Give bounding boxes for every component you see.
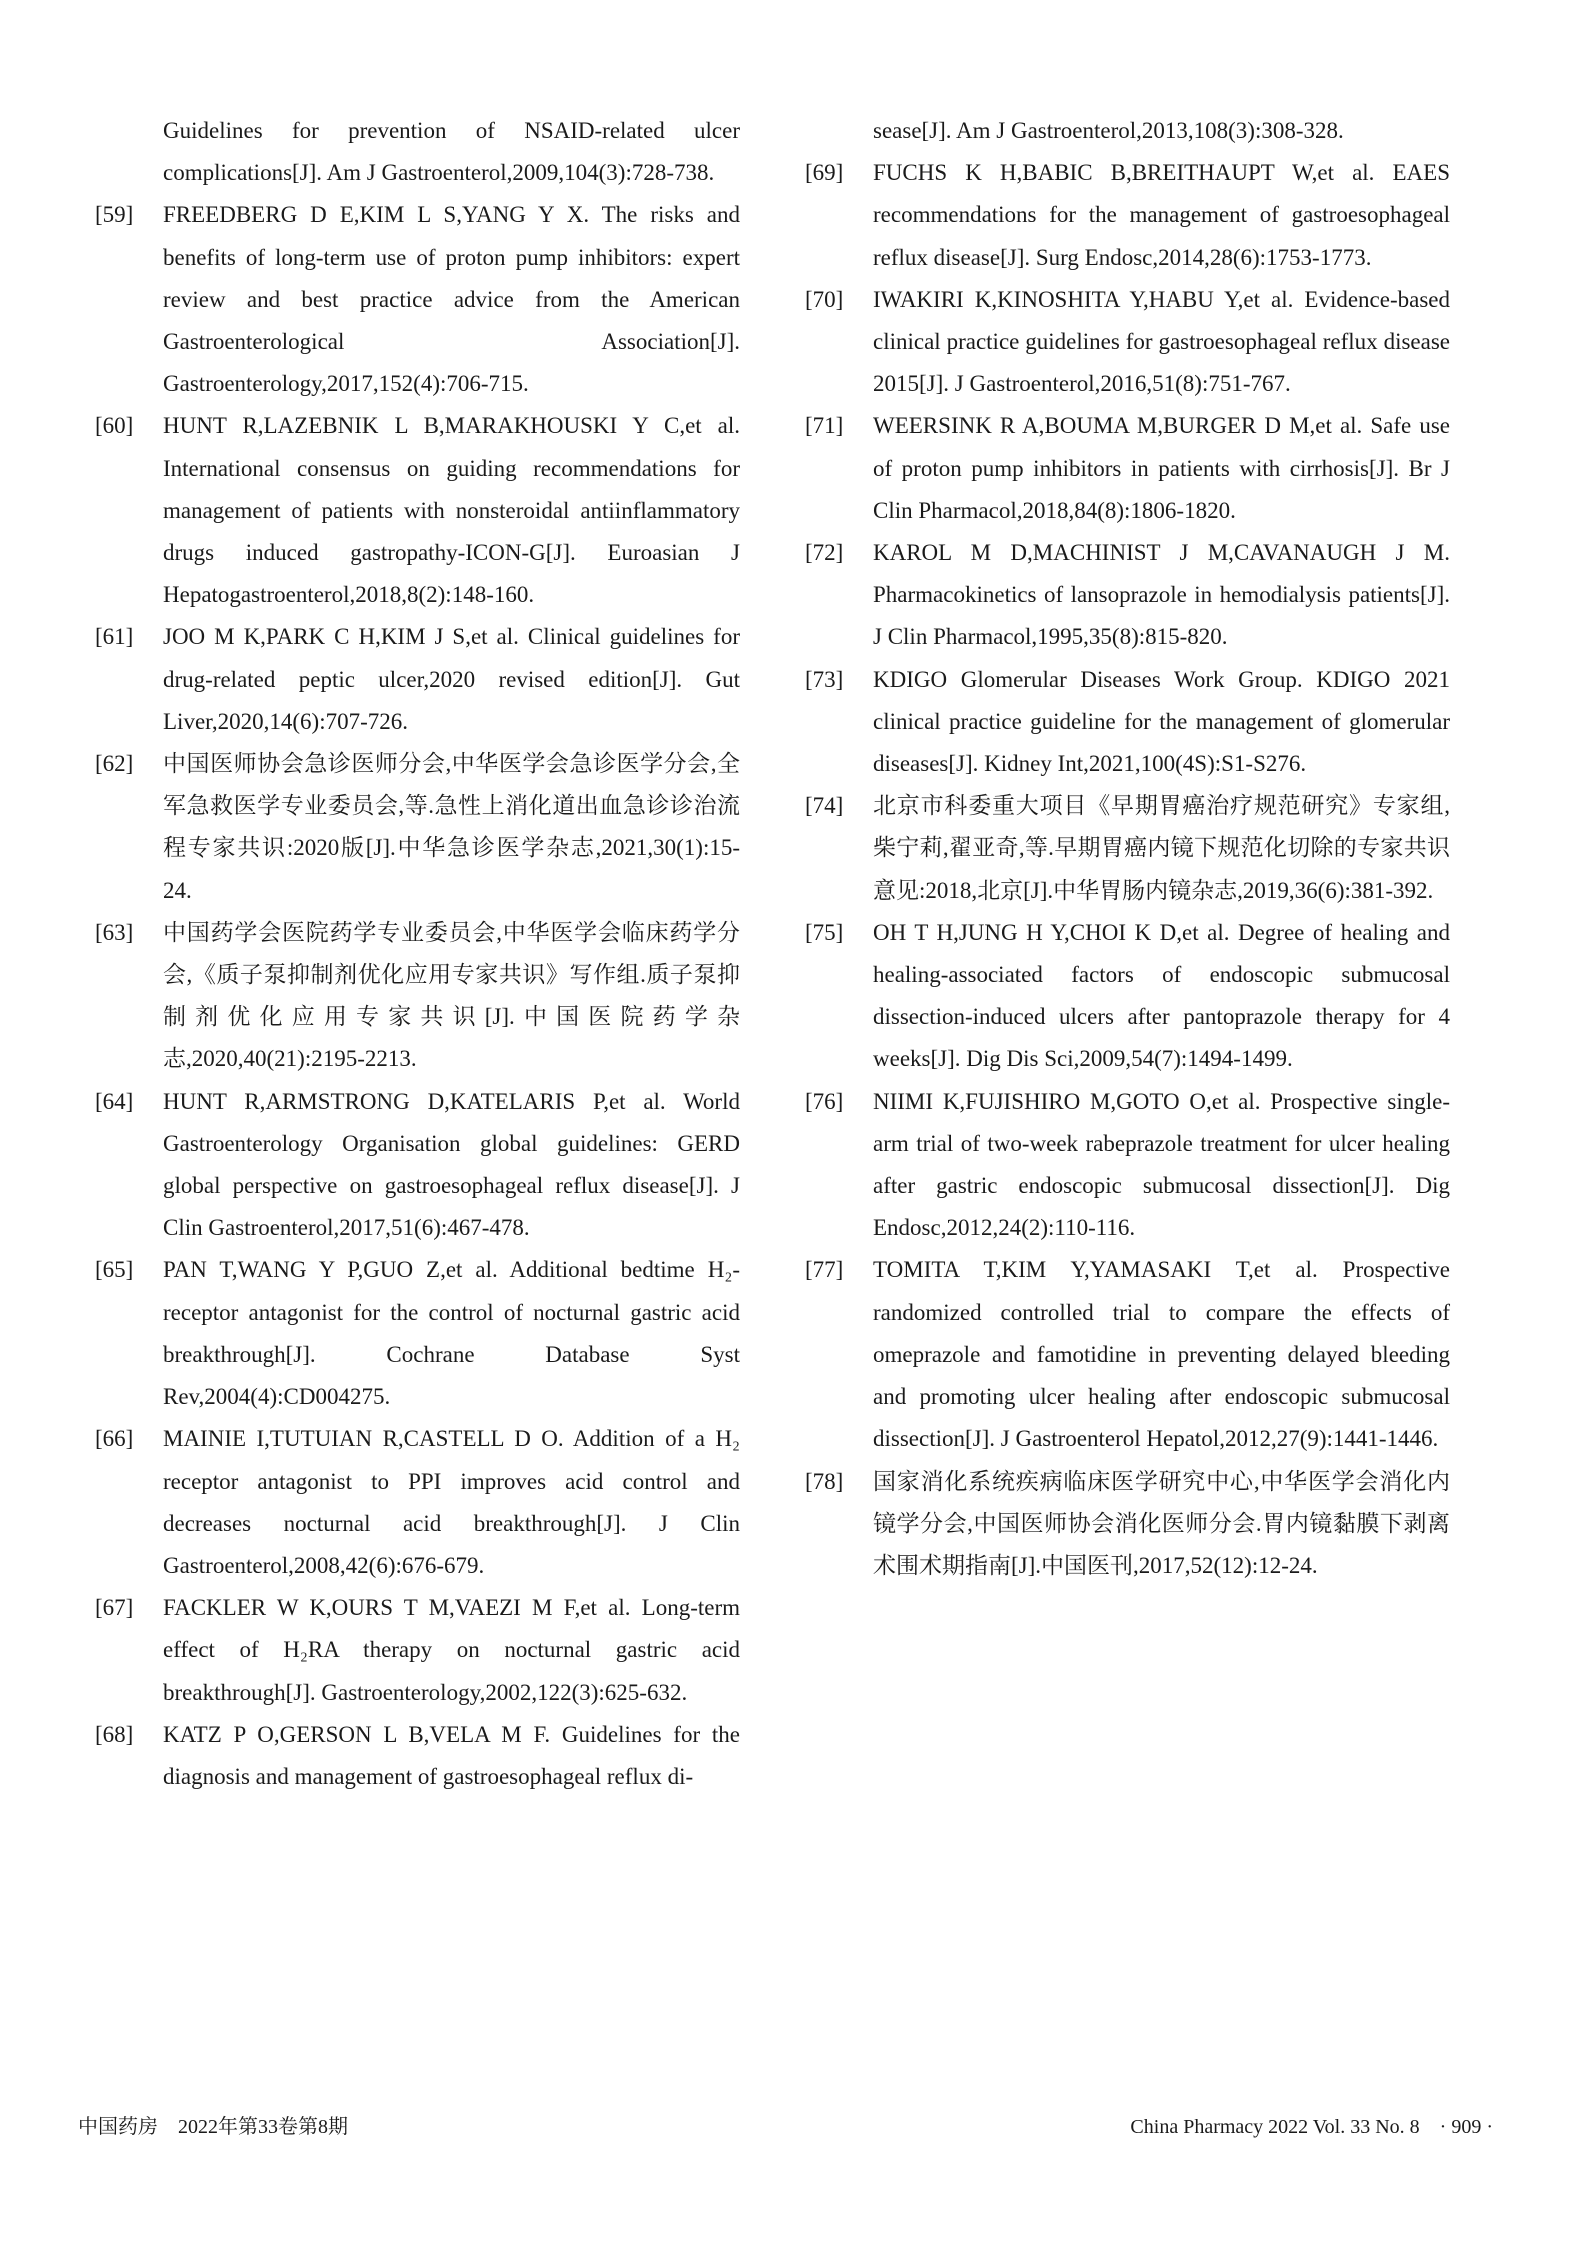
reference-number: [75] (805, 919, 844, 945)
reference-number: [59] (95, 202, 134, 228)
reference-text: FREEDBERG D E,KIM L S,YANG Y X. The risks and benefits of long-term use of proton pump inhibitors: expert review and best practice advice from the American Gastroenterological Association[J]. Gastroenterology,2017,152(4):706-715. (163, 202, 740, 397)
footer-issue-page: China Pharmacy 2022 Vol. 33 No. 8 · 909 · (1130, 2116, 1493, 2138)
reference-number: [73] (805, 666, 844, 692)
reference-text: 北京市科委重大项目《早期胃癌治疗规范研究》专家组,柴宁莉,翟亚奇,等.早期胃癌内镜下规范化切除的专家共识意见:2018,北京[J].中华胃肠内镜杂志,2019,36(6):381-392. (873, 793, 1450, 903)
reference-column-left (95, 110, 740, 1798)
reference-number: [72] (805, 540, 844, 566)
reference-number: [62] (95, 751, 134, 777)
reference-text: KATZ P O,GERSON L B,VELA M F. Guidelines for the diagnosis and management of gastroesophageal reflux di- (163, 1721, 740, 1789)
reference-text: JOO M K,PARK C H,KIM J S,et al. Clinical guidelines for drug-related peptic ulcer,2020 revised edition[J]. Gut Liver,2020,14(6):707-726. (163, 624, 740, 734)
reference-text: TOMITA T,KIM Y,YAMASAKI T,et al. Prospective randomized controlled trial to compare the effects of omeprazole and famotidine in preventing delayed bleeding and promoting ulcer healing after endoscopic submucosal dissection[J]. J Gastroenterol Hepatol,2012,27(9):1441-1446. (873, 1257, 1450, 1452)
reference-number: [67] (95, 1595, 134, 1621)
reference-entry (805, 1081, 1450, 1250)
reference-number: [65] (95, 1257, 134, 1283)
reference-entry (805, 405, 1450, 532)
reference-text: OH T H,JUNG H Y,CHOI K D,et al. Degree of healing and healing-associated factors of endoscopic submucosal dissection-induced ulcers after pantoprazole therapy for 4 weeks[J]. Dig Dis Sci,2009,54(7):1494-1499. (873, 919, 1450, 1072)
reference-text: NIIMI K,FUJISHIRO M,GOTO O,et al. Prospective single-arm trial of two-week rabeprazole treatment for ulcer healing after gastric endoscopic submucosal dissection[J]. Dig Endosc,2012,24(2):110-116. (873, 1088, 1450, 1241)
reference-text: PAN T,WANG Y P,GUO Z,et al. Additional bedtime H₂-receptor antagonist for the control of nocturnal gastric acid breakthrough[J]. Cochrane Database Syst Rev,2004(4):CD004275. (163, 1257, 740, 1410)
reference-text: 中国医师协会急诊医师分会,中华医学会急诊医学分会,全军急救医学专业委员会,等.急性上消化道出血急诊诊治流程专家共识:2020版[J].中华急诊医学杂志,2021,30(1):15-24. (163, 751, 740, 903)
reference-continuation (805, 110, 1450, 152)
reference-text: KDIGO Glomerular Diseases Work Group. KDIGO 2021 clinical practice guideline for the management of glomerular diseases[J]. Kidney Int,2021,100(4S):S1-S276. (873, 666, 1450, 777)
reference-number: [76] (805, 1088, 844, 1114)
reference-number: [66] (95, 1426, 134, 1452)
reference-entry (95, 1418, 740, 1587)
reference-entry (805, 1461, 1450, 1588)
reference-entry (805, 659, 1450, 786)
reference-continuation (95, 110, 740, 194)
reference-entry (805, 279, 1450, 406)
reference-entry (805, 1249, 1450, 1460)
reference-entry (95, 743, 740, 912)
reference-number: [60] (95, 413, 134, 439)
reference-text: 国家消化系统疾病临床医学研究中心,中华医学会消化内镜学分会,中国医师协会消化医师分会.胃内镜黏膜下剥离术围术期指南[J].中国医刊,2017,52(12):12-24. (873, 1468, 1450, 1578)
reference-entry (805, 912, 1450, 1081)
reference-number: [69] (805, 160, 844, 186)
reference-text: MAINIE I,TUTUIAN R,CASTELL D O. Addition of a H₂ receptor antagonist to PPI improves acid control and decreases nocturnal acid breakthrough[J]. J Clin Gastroenterol,2008,42(6):676-679. (163, 1426, 740, 1578)
reference-text: Guidelines for prevention of NSAID-related ulcer complications[J]. Am J Gastroenterol,2009,104(3):728-738. (163, 118, 740, 186)
reference-entry (95, 1081, 740, 1250)
reference-number: [61] (95, 624, 134, 650)
reference-number: [77] (805, 1257, 844, 1283)
reference-column-right (805, 110, 1450, 1587)
reference-number: [70] (805, 286, 844, 312)
reference-text: FUCHS K H,BABIC B,BREITHAUPT W,et al. EAES recommendations for the management of gastroesophageal reflux disease[J]. Surg Endosc,2014,28(6):1753-1773. (873, 160, 1450, 270)
reference-number: [68] (95, 1721, 134, 1747)
reference-number: [63] (95, 919, 134, 945)
reference-number: [64] (95, 1088, 134, 1114)
reference-text: 中国药学会医院药学专业委员会,中华医学会临床药学分会,《质子泵抑制剂优化应用专家共识》写作组.质子泵抑制剂优化应用专家共识[J].中国医院药学杂志,2020,40(21):2195-2213. (163, 919, 740, 1072)
reference-entry (805, 152, 1450, 279)
reference-entry (95, 1249, 740, 1418)
reference-text: sease[J]. Am J Gastroenterol,2013,108(3):308-328. (873, 118, 1344, 143)
reference-entry (95, 405, 740, 616)
reference-entry (95, 1714, 740, 1798)
reference-entry (805, 532, 1450, 659)
reference-entry (95, 1587, 740, 1714)
reference-number: [71] (805, 413, 844, 439)
reference-entry (95, 616, 740, 743)
reference-entry (805, 785, 1450, 912)
reference-text: IWAKIRI K,KINOSHITA Y,HABU Y,et al. Evidence-based clinical practice guidelines for gastroesophageal reflux disease 2015[J]. J Gastroenterol,2016,51(8):751-767. (873, 286, 1450, 397)
reference-text: HUNT R,LAZEBNIK L B,MARAKHOUSKI Y C,et al. International consensus on guiding recommendations for management of patients with nonsteroidal antiinflammatory drugs induced gastropathy-ICON-G[J]. Euroasian J Hepatogastroenterol,2018,8(2):148-160. (163, 413, 740, 608)
reference-text: FACKLER W K,OURS T M,VAEZI M F,et al. Long-term effect of H₂RA therapy on nocturnal gastric acid breakthrough[J]. Gastroenterology,2002,122(3):625-632. (163, 1595, 740, 1705)
reference-number: [74] (805, 793, 844, 819)
reference-number: [78] (805, 1468, 844, 1494)
reference-text: WEERSINK R A,BOUMA M,BURGER D M,et al. Safe use of proton pump inhibitors in patients with cirrhosis[J]. Br J Clin Pharmacol,2018,84(8):1806-1820. (873, 413, 1450, 523)
footer-journal: 中国药房 2022年第33卷第8期 (78, 2116, 348, 2138)
reference-text: KAROL M D,MACHINIST J M,CAVANAUGH J M. Pharmacokinetics of lansoprazole in hemodialysis patients[J]. J Clin Pharmacol,1995,35(8):815-820. (873, 540, 1450, 650)
reference-text: HUNT R,ARMSTRONG D,KATELARIS P,et al. World Gastroenterology Organisation global guidelines: GERD global perspective on gastroesophageal reflux disease[J]. J Clin Gastroenterol,2017,51(6):467-478. (163, 1088, 740, 1241)
reference-entry (95, 194, 740, 405)
reference-entry (95, 912, 740, 1081)
